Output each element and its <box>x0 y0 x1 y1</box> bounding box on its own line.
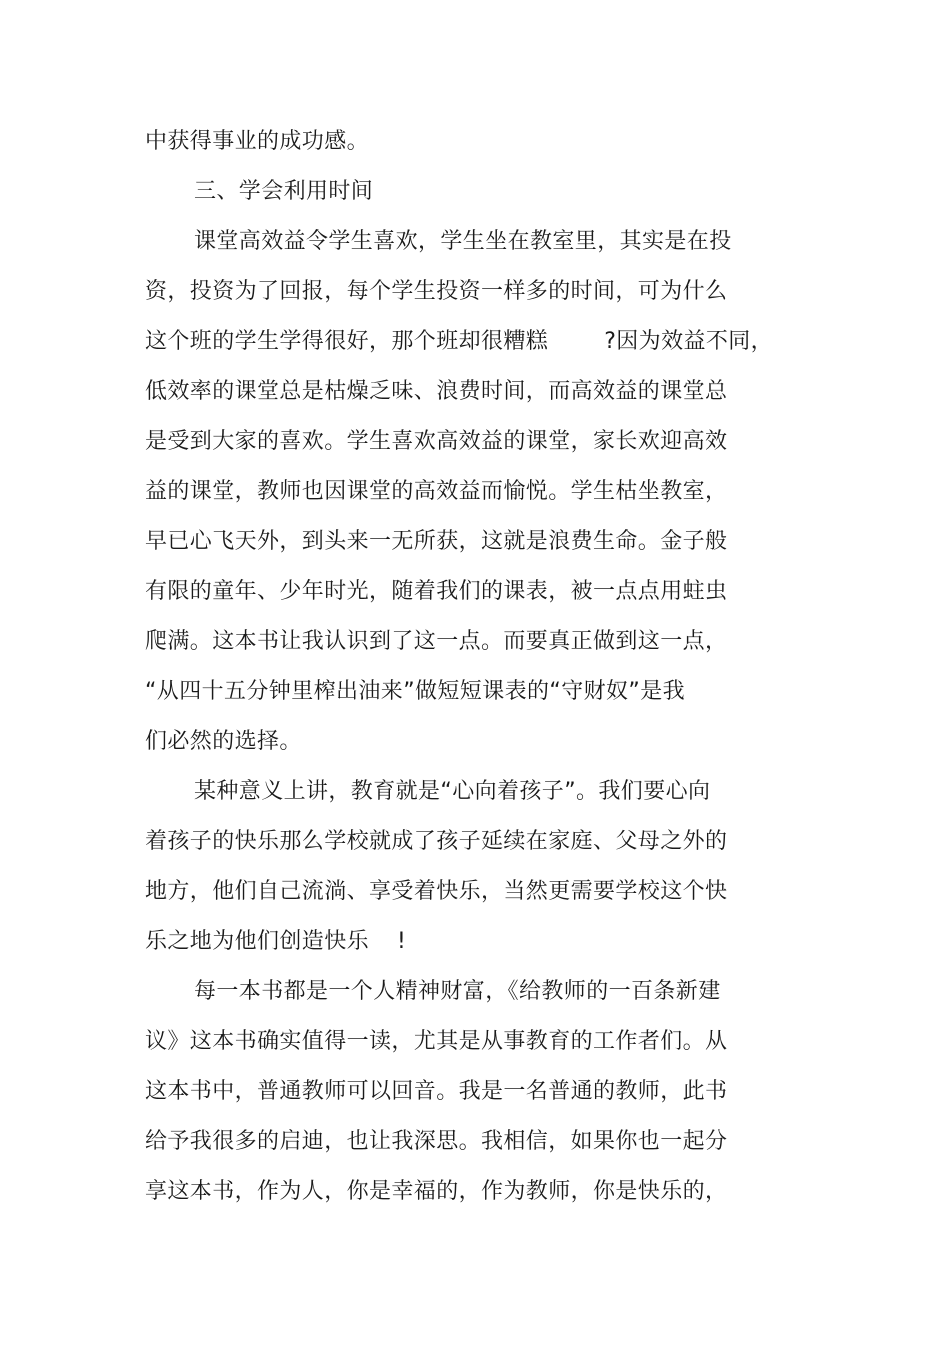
text-line-21: 给予我很多的启迪，也让我深思。我相信，如果你也一起分 <box>145 1129 728 1154</box>
text-line-7: 是受到大家的喜欢。学生喜欢高效益的课堂，家长欢迎高效 <box>145 429 728 454</box>
text-line-18: 每一本书都是一个人精神财富，《给教师的一百条新建 <box>194 979 721 1004</box>
text-line-19: 议》这本书确实值得一读，尤其是从事教育的工作者们。从 <box>145 1029 728 1054</box>
text-line-11: 爬满。这本书让我认识到了这一点。而要真正做到这一点， <box>145 629 728 654</box>
text-line-12: “从四十五分钟里榨出油来”做短短课表的“守财奴”是我 <box>145 679 685 704</box>
text-line-17-part-1: 乐之地为他们创造快乐 <box>145 929 370 954</box>
text-line-5-part-2: ?因为效益不同， <box>604 329 774 354</box>
text-line-14: 某种意义上讲，教育就是“心向着孩子”。我们要心向 <box>194 779 711 804</box>
section-heading: 三、学会利用时间 <box>194 179 374 204</box>
text-line-17 <box>145 922 406 962</box>
text-line-8: 益的课堂，教师也因课堂的高效益而愉悦。学生枯坐教室， <box>145 479 728 504</box>
text-line-22: 享这本书，作为人，你是幸福的，作为教师，你是快乐的， <box>145 1179 728 1204</box>
text-line-5 <box>145 322 773 362</box>
text-line-15: 着孩子的快乐那么学校就成了孩子延续在家庭、父母之外的 <box>145 829 728 854</box>
text-line-13: 们必然的选择。 <box>145 729 302 754</box>
text-line-1: 中获得事业的成功感。 <box>145 129 370 154</box>
text-line-20: 这本书中，普通教师可以回音。我是一名普通的教师，此书 <box>145 1079 728 1104</box>
text-line-16: 地方，他们自己流淌、享受着快乐，当然更需要学校这个快 <box>145 879 728 904</box>
text-line-5-part-1: 这个班的学生学得很好，那个班却很糟糕 <box>145 329 549 354</box>
text-line-9: 早已心飞天外，到头来一无所获，这就是浪费生命。金子般 <box>145 529 728 554</box>
text-line-4: 资，投资为了回报，每个学生投资一样多的时间，可为什么 <box>145 279 728 304</box>
text-line-17-part-2: ! <box>397 929 407 954</box>
text-line-10: 有限的童年、少年时光，随着我们的课表，被一点点用蛀虫 <box>145 579 728 604</box>
text-line-6: 低效率的课堂总是枯燥乏味、浪费时间，而高效益的课堂总 <box>145 379 728 404</box>
text-line-3: 课堂高效益令学生喜欢，学生坐在教室里，其实是在投 <box>194 229 732 254</box>
